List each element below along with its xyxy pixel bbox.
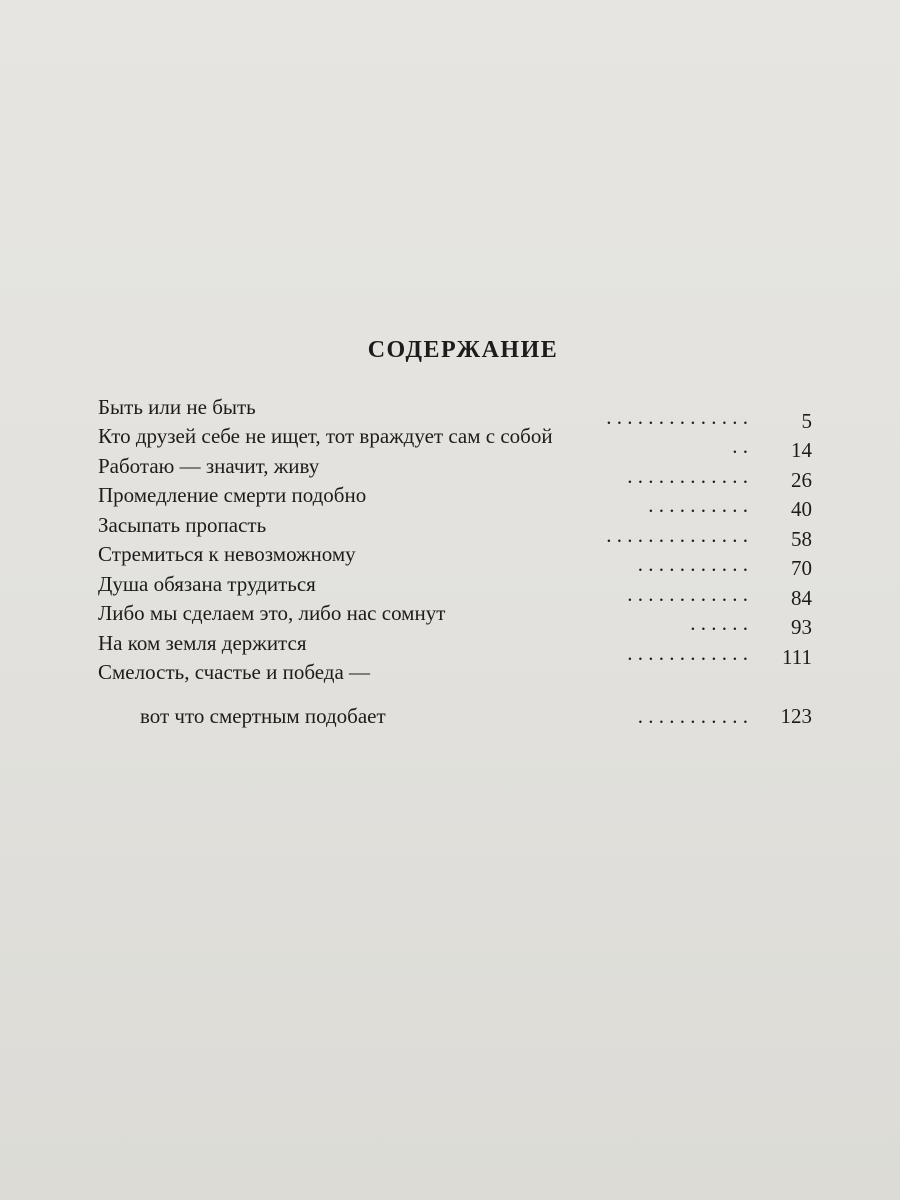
toc-leader-dots: . . . . . . . . . . . . [627,463,748,488]
toc-page-number: 5 [801,408,812,433]
toc-entry-title: Смелость, счастье и победа — [98,660,371,684]
toc-entry [98,422,812,462]
toc-page-number: 93 [791,615,812,639]
toc-leader-dots: . . . . . . . . . . . . . . [606,404,748,429]
toc-leader-dots: . . [732,434,748,458]
toc-leader-dots: . . . . . . . . . . . [637,552,748,576]
toc-leader-dots: . . . . . . [690,611,748,635]
toc-entry-title: Кто друзей себе не ищет, тот враждует сам с собой [98,424,553,448]
toc-page-number: 58 [791,526,812,551]
toc-entry-continuation [98,687,812,728]
toc-page-number: 26 [791,467,812,492]
toc-leader-dots: . . . . . . . . . . . . [627,581,748,606]
toc-entry-title: Душа обязана трудиться [98,571,316,596]
toc-entry [98,628,812,669]
toc-page-number: 123 [780,703,812,728]
toc-entry [98,599,812,639]
toc-page-number: 14 [791,438,812,462]
toc-page-number: 111 [782,644,812,669]
toc-entry [98,569,812,610]
toc-entry [98,481,812,521]
toc-entry-title: Быть или не быть [98,394,256,419]
toc-entry-title: Либо мы сделаем это, либо нас сомнут [98,601,446,625]
toc-leader-dots: . . . . . . . . . . . . . . [606,522,748,547]
toc-entry [98,510,812,551]
toc-leader-dots: . . . . . . . . . . . [637,703,748,728]
toc-leader-dots: . . . . . . . . . . [648,493,748,517]
table-of-contents [98,392,812,728]
page-title: СОДЕРЖАНИЕ [367,337,559,363]
toc-entry [98,392,812,433]
toc-entry-title: вот что смертным подобает [140,703,386,728]
toc-entry [98,451,812,492]
toc-leader-dots: . . . . . . . . . . . . [627,640,748,665]
toc-entry-title: Засыпать пропасть [98,512,267,537]
toc-entry-title: Стремиться к невозможному [98,542,356,566]
toc-entry-title: Промедление смерти подобно [98,483,367,507]
toc-page-number: 84 [791,585,812,610]
toc-entry [98,658,812,688]
toc-entry-title: На ком земля держится [98,630,307,655]
toc-page-number: 70 [791,556,812,580]
toc-entry-title: Работаю — значит, живу [98,453,320,478]
toc-entry [98,540,812,580]
toc-page-number: 40 [791,497,812,521]
